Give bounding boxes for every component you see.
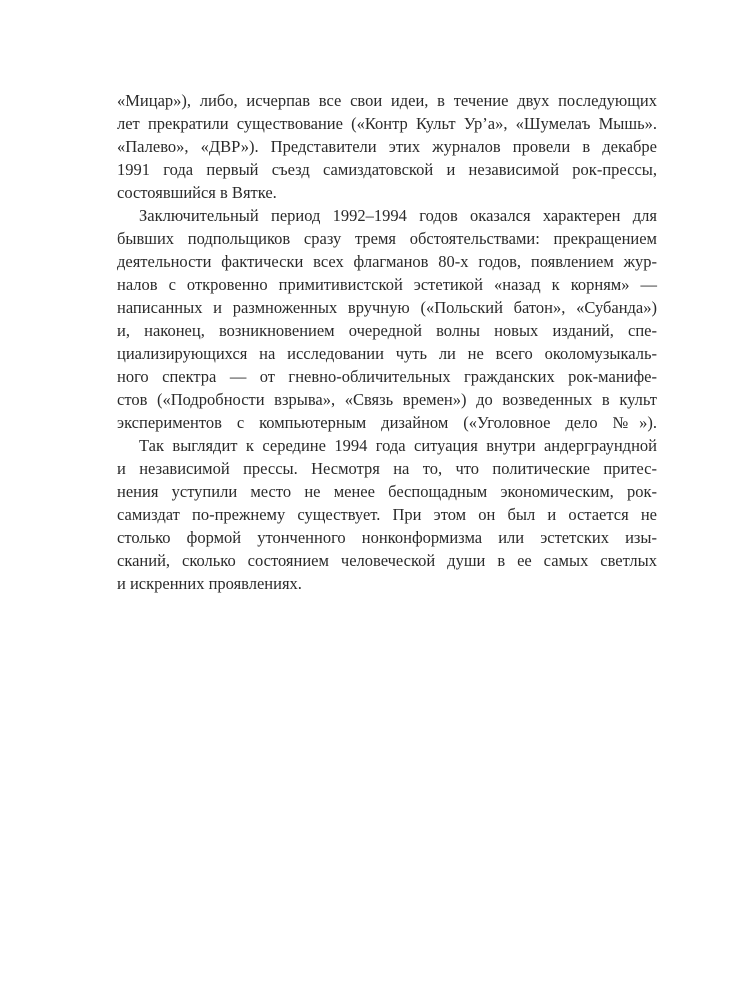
paragraph-1 [117,89,657,204]
text-line: написанных и размноженных вручную («Польский батон», «Субанда») [117,298,657,317]
text-line: «Палево», «ДВР»). Представители этих журналов провели в декабре [117,137,657,156]
text-line: 1991 года первый съезд самиздатовской и независимой рок-прессы, [117,160,657,179]
text-line: стов («Подробности взрыва», «Связь времен») до возведенных в культ [117,390,657,409]
text-line: Заключительный период 1992–1994 годов оказался характерен для [139,206,657,225]
text-line: Так выглядит к середине 1994 года ситуация внутри андерграундной [139,436,657,455]
paragraph-3 [117,434,657,595]
body-text [117,89,657,595]
text-line: состоявшийся в Вятке. [117,183,277,202]
text-line: нения уступили место не менее беспощадным экономическим, рок- [117,482,657,501]
text-line: циализирующихся на исследовании чуть ли не всего околомузыкаль- [117,344,657,363]
text-line: самиздат по-прежнему существует. При этом он был и остается не [117,505,657,524]
paragraph-2 [117,204,657,434]
text-line: и, наконец, возникновением очередной волны новых изданий, спе- [117,321,657,340]
text-line: налов с откровенно примитивистской эстетикой «назад к корням» — [117,275,657,294]
text-line: и независимой прессы. Несмотря на то, что политические притес- [117,459,657,478]
text-line: и искренних проявлениях. [117,574,302,593]
text-line: сканий, сколько состоянием человеческой души в ее самых светлых [117,551,657,570]
text-line: столько формой утонченного нонконформизма или эстетских изы- [117,528,657,547]
text-line: деятельности фактически всех флагманов 80-х годов, появлением жур- [117,252,657,271]
text-line: экспериментов с компьютерным дизайном («Уголовное дело №»). [117,413,657,432]
text-line: лет прекратили существование («Контр Культ Ур’а», «Шумелаъ Мышь». [117,114,657,133]
text-line: «Мицар»), либо, исчерпав все свои идеи, в течение двух последующих [117,91,657,110]
text-line: ного спектра — от гневно-обличительных гражданских рок-манифе- [117,367,657,386]
text-line: бывших подпольщиков сразу тремя обстоятельствами: прекращением [117,229,657,248]
